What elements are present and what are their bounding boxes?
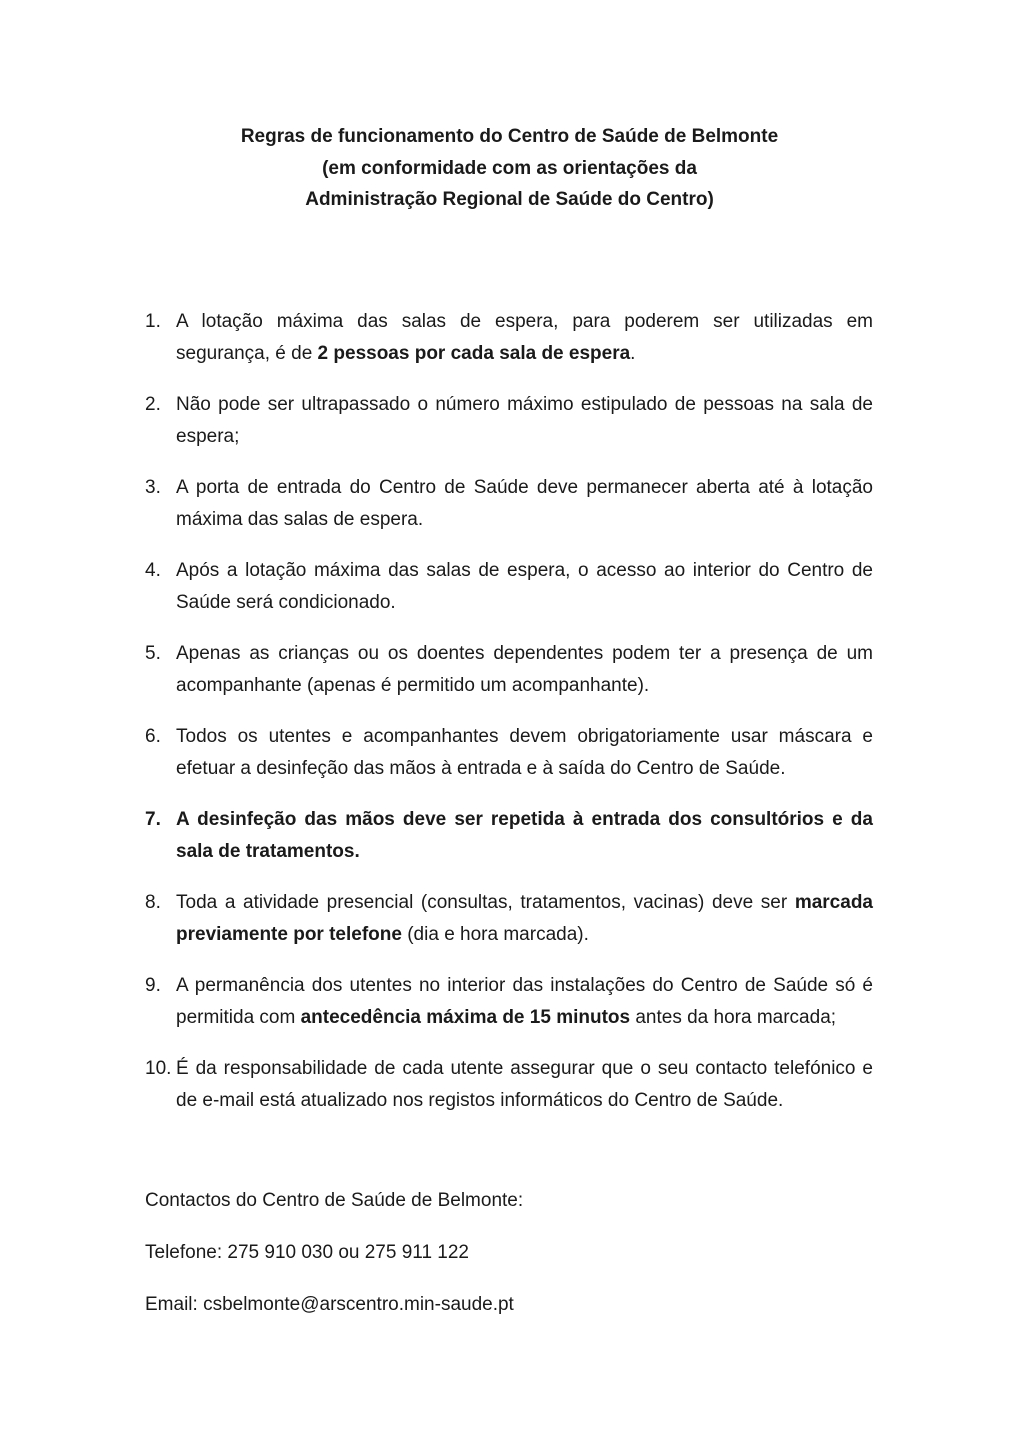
rule-text-part: A permanência dos utentes no interior das instalações do Centro de Saúde só é permitida com xyxy=(176,975,873,1028)
rule-text-part: . xyxy=(630,343,636,364)
rule-text-part: (dia e hora marcada). xyxy=(401,924,589,945)
rule-text: Apenas as crianças ou os doentes dependentes podem ter a presença de um acompanhante (apenas é permitido um acompanhante). xyxy=(176,643,873,696)
rule-item-7 xyxy=(145,804,873,868)
rule-number: 6. xyxy=(145,726,161,747)
rule-text: A desinfeção das mãos deve ser repetida à entrada dos consultórios e da sala de tratamentos. xyxy=(176,809,873,862)
contact-email: Email: csbelmonte@arscentro.min-saude.pt xyxy=(145,1294,514,1315)
rule-number: 8. xyxy=(145,892,161,913)
rule-text xyxy=(176,887,873,951)
rule-item-2 xyxy=(145,389,873,453)
rule-item-1 xyxy=(145,306,873,370)
rule-number: 2. xyxy=(145,394,161,415)
rule-number: 5. xyxy=(145,643,161,664)
rule-text: Após a lotação máxima das salas de espera, o acesso ao interior do Centro de Saúde será condicionado. xyxy=(176,560,873,613)
contact-phone: Telefone: 275 910 030 ou 275 911 122 xyxy=(145,1242,469,1263)
rule-text: Não pode ser ultrapassado o número máximo estipulado de pessoas na sala de espera; xyxy=(176,394,873,447)
rule-text-emphasis: antecedência máxima de 15 minutos xyxy=(300,1007,631,1028)
document-title xyxy=(0,121,1019,216)
rule-number: 7. xyxy=(145,809,161,830)
rule-text xyxy=(176,306,873,370)
rules-list xyxy=(145,306,873,1136)
rule-number: 10. xyxy=(145,1058,172,1079)
title-line-3: Administração Regional de Saúde do Centro) xyxy=(305,189,714,210)
rule-number: 9. xyxy=(145,975,161,996)
rule-text: A porta de entrada do Centro de Saúde deve permanecer aberta até à lotação máxima das salas de espera. xyxy=(176,477,873,530)
rule-text-part: Toda a atividade presencial (consultas, tratamentos, vacinas) deve ser xyxy=(176,892,795,913)
rule-item-10 xyxy=(145,1053,873,1117)
contacts-heading: Contactos do Centro de Saúde de Belmonte: xyxy=(145,1190,524,1211)
contacts-section xyxy=(145,1186,523,1342)
rule-item-9 xyxy=(145,970,873,1034)
rule-item-5 xyxy=(145,638,873,702)
rule-number: 1. xyxy=(145,311,161,332)
rule-text xyxy=(176,970,873,1034)
rule-text: É da responsabilidade de cada utente assegurar que o seu contacto telefónico e de e-mail está atualizado nos registos informáticos do Centro de Saúde. xyxy=(176,1058,873,1111)
rule-item-4 xyxy=(145,555,873,619)
rule-text-emphasis: 2 pessoas por cada sala de espera xyxy=(317,343,631,364)
rule-number: 4. xyxy=(145,560,161,581)
rule-text-part: A lotação máxima das salas de espera, para poderem ser utilizadas em segurança, é de xyxy=(176,311,873,364)
rule-text-emphasis: marcada previamente por telefone xyxy=(176,892,873,945)
rule-item-3 xyxy=(145,472,873,536)
rule-text: Todos os utentes e acompanhantes devem obrigatoriamente usar máscara e efetuar a desinfeção das mãos à entrada e à saída do Centro de Saúde. xyxy=(176,726,873,779)
title-line-2: (em conformidade com as orientações da xyxy=(322,157,697,179)
rule-number: 3. xyxy=(145,477,161,498)
rule-item-8 xyxy=(145,887,873,951)
rule-text-part: antes da hora marcada; xyxy=(630,1007,837,1028)
title-line-1: Regras de funcionamento do Centro de Saúde de Belmonte xyxy=(240,126,779,147)
rule-item-6 xyxy=(145,721,873,785)
